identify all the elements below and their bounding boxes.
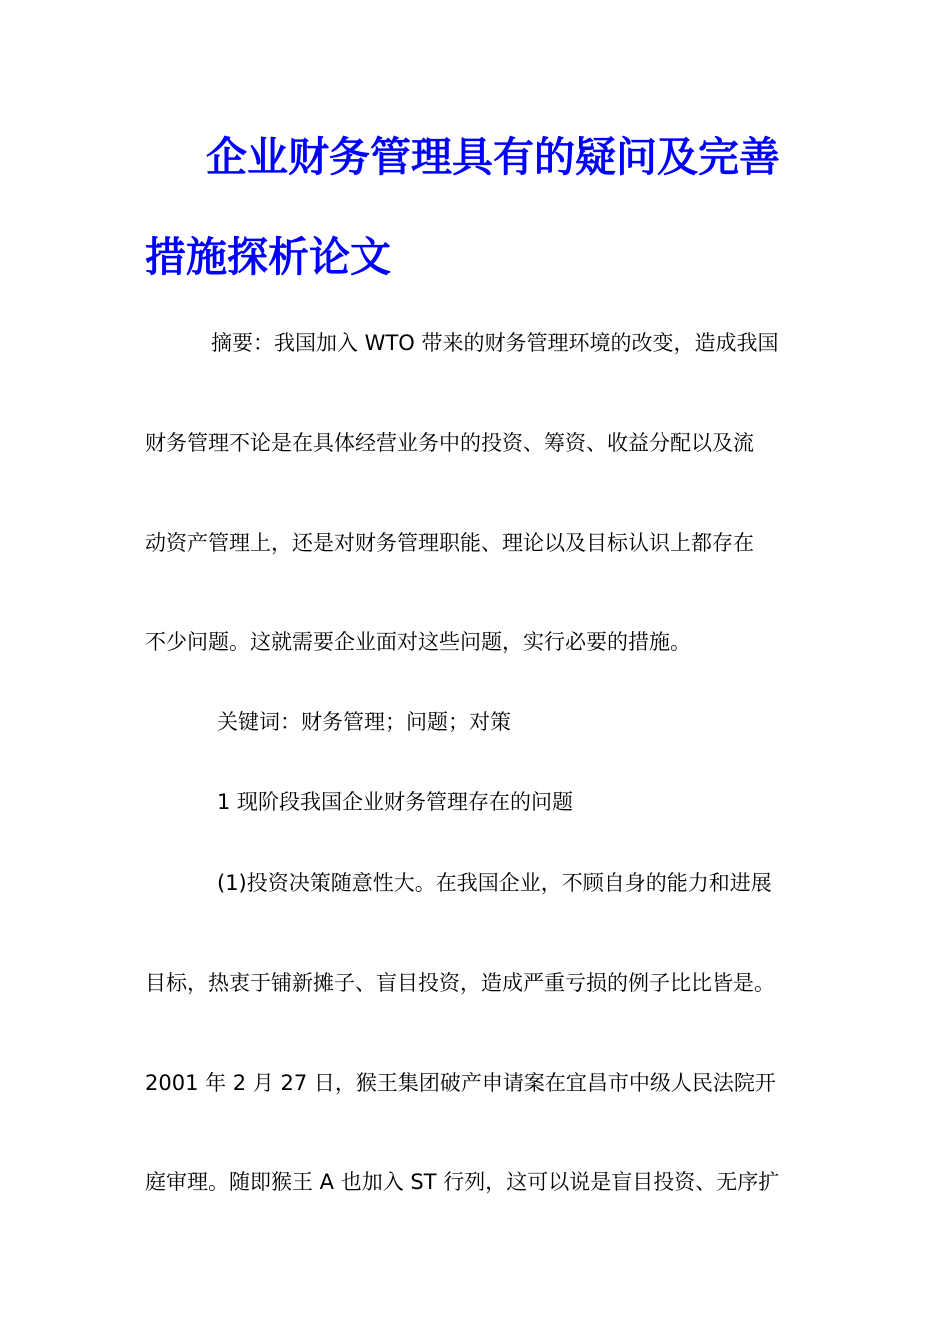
abstract-line-2: 财务管理不论是在具体经营业务中的投资、筹资、收益分配以及流 xyxy=(145,431,754,455)
document-title-line-2: 措施探析论文 xyxy=(145,233,391,281)
document-title-line-1: 企业财务管理具有的疑问及完善 xyxy=(206,133,780,181)
body-line-1: (1)投资决策随意性大。在我国企业，不顾自身的能力和进展 xyxy=(217,871,772,895)
section-heading: 1 现阶段我国企业财务管理存在的问题 xyxy=(217,790,574,814)
body-line-2: 目标，热衷于铺新摊子、盲目投资，造成严重亏损的例子比比皆是。 xyxy=(145,971,775,995)
body-line-4: 庭审理。随即猴王 A 也加入 ST 行列，这可以说是盲目投资、无序扩 xyxy=(145,1170,780,1194)
body-line-3: 2001 年 2 月 27 日，猴王集团破产申请案在宜昌市中级人民法院开 xyxy=(145,1071,776,1095)
keywords-line: 关键词：财务管理；问题；对策 xyxy=(217,710,511,734)
abstract-line-4: 不少问题。这就需要企业面对这些问题，实行必要的措施。 xyxy=(145,630,691,654)
abstract-line-3: 动资产管理上，还是对财务管理职能、理论以及目标认识上都存在 xyxy=(145,531,754,555)
abstract-line-1: 摘要：我国加入 WTO 带来的财务管理环境的改变，造成我国 xyxy=(211,331,779,355)
